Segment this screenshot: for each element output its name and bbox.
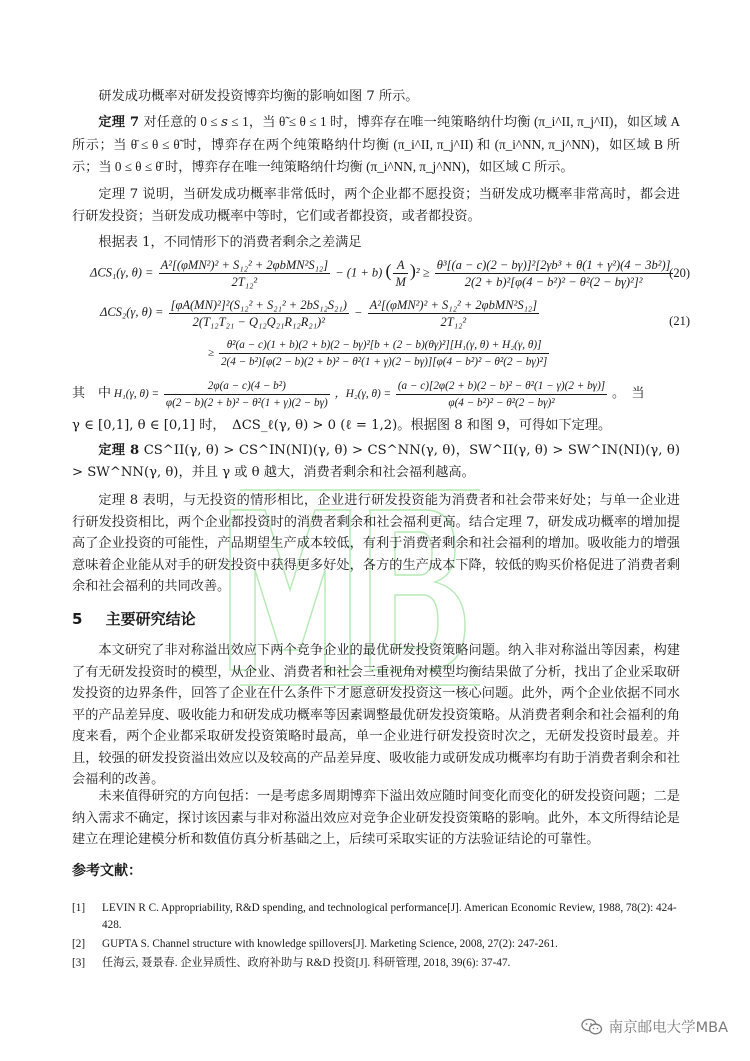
- paragraph-conclusion-1: 本文研究了非对称溢出效应下两个竞争企业的最优研发投资策略问题。纳入非对称溢出等因素，构建了有无研发投资时的模型，从企业、消费者和社会三重视角对模型均衡结果做了分析，找出了企业采取研发投资的边界条件，回答了企业在什么条件下才愿意研发投资这一核心问题。此外，两个企业依据不同水平的产品差异度、吸收能力和研发成功概率等因素调整最优研发投资策略。从消费者剩余和社会福利的角度来看，两个企业都采取研发投资策略时最高，单一企业进行研发投资时次之，无研发投资时最差。并且，较强的研发投资溢出效应以及较高的产品差异度、吸收能力或研发成功概率均有助于消费者剩余和社会福利的改善。: [72, 643, 680, 787]
- h2-fraction: [396, 378, 607, 411]
- eq21-minus: −: [354, 305, 363, 320]
- eq20-frac3-numerator: θ³[(a − c)(2 − bγ)]²[2γb³ + θ(1 + γ²)(4 − 3b²)]: [436, 258, 671, 272]
- reference-text: LEVIN R C. Appropriability, R&D spending, and technological performance[J]. American Economic Review, 1988, 78(2): 424-428.: [102, 902, 677, 931]
- eq20-frac2-denominator: M: [395, 275, 406, 289]
- eq20-frac1-numerator: A²[(φMN²)² + S₁₂² + 2φbMN²S₁₂]: [160, 258, 329, 272]
- theorem-7-text: 对任意的 0 ≤ 𝑠 ≤ 1，当 θ̃ ≤ θ ≤ 1 时，博弈存在唯一纯策略纳什均衡 (π_i^II, π_j^II)，如区域 A 所示；当 θ̄ ≤ θ ≤ θ̃ 时，博弈存在两个纯策略纳什均衡 (π_i^II, π_j^II) 和 (π_i^NN, π_j^NN)，如区域 B 所示；当 0 ≤ θ ≤ θ̄ 时，博弈存在唯一纯策略纳什均衡 (π_i^NN, π_j^NN)，如区域 C 所示。: [72, 114, 680, 174]
- eq21-frac3-denominator: 2(4 − b²)[φ(2 − b)(2 + b)² − θ²(1 + γ)(2 − bγ)][φ(4 − b²)² − θ²(2 − bγ)²]: [220, 356, 548, 368]
- paragraph-conditions: γ ∈ [0,1], θ ∈ [0,1] 时， ΔCS_ℓ(γ, θ) > 0 (ℓ = 1,2)。根据图 8 和图 9，可得如下定理。: [72, 418, 612, 433]
- equation-20: ΔCS₁(γ, θ) = $\frac{\text{A²[(φMN²)² + S₁₂² + 2φbMN²S₁₂]}}{\text{2T₁₂²}}$ − (1 + b) ( $\frac{A}{M}$ )² ≥ $\frac{\text{θ³[(a − c)(2 − bγ)]²[2γb³ + θ(1 + γ²)(4 − 3b²)]}}{\text{2(2 + b)²[φ(4 − b²)² − θ²(2 − bγ)²]²}}$ (20): [90, 258, 690, 289]
- eq21-fraction-1: [169, 297, 349, 330]
- eq21-fraction-2: [368, 297, 540, 330]
- eq20-middle: − (1 + b): [335, 265, 383, 280]
- eq20-lhs: ΔCS₁(γ, θ) =: [90, 265, 154, 280]
- eq20-fraction-2: [393, 257, 407, 290]
- eq20-square-ge: ² ≥: [415, 265, 430, 280]
- theorem-7-label: 定理 7: [98, 115, 140, 130]
- paragraph-theorem8-explanation: 定理 8 表明，与无投资的情形相比，企业进行研发投资能为消费者和社会带来好处；与单一企业进行研发投资相比，两个企业都投资时的消费者剩余和社会福利更高。结合定理 7，研发成功概率的增加提高了企业投资的可能性，产品期望生产成本较低，有利于消费者剩余和社会福利的增加。吸收能力的增强意味着企业能从对手的研发投资中获得更多好处，各方的生产成本下降，较低的购买价格促进了消费者剩余和社会福利的共同改善。: [72, 493, 680, 594]
- section-title: 主要研究结论: [105, 610, 196, 628]
- wechat-icon: [581, 1018, 603, 1036]
- reference-item: [72, 900, 678, 934]
- theorem-8-text: CS^II(γ, θ) > CS^IN(NI)(γ, θ) > CS^NN(γ, θ)，SW^II(γ, θ) > SW^IN(NI)(γ, θ) > SW^NN(γ, θ)，并且 γ 或 θ 越大，消费者剩余和社会福利越高。: [72, 443, 680, 480]
- eq21-fraction-3: [219, 337, 549, 370]
- h2-denominator: φ(4 − b²)² − θ²(2 − bγ)²: [448, 397, 555, 409]
- reference-number: [1]: [72, 902, 86, 914]
- theorem-8-label: 定理 8: [98, 443, 140, 458]
- eq21-ge: ≥: [208, 347, 215, 360]
- eq21-frac2-numerator: A²[(φMN²)² + S₁₂² + 2φbMN²S₁₂]: [369, 298, 538, 312]
- theorem-8: [72, 440, 680, 483]
- reference-number: [2]: [72, 938, 86, 950]
- reference-item: [72, 955, 678, 972]
- section-5-heading: [72, 608, 196, 629]
- eq21-frac1-numerator: [φA(MN)²]²(S₁₂² + S₂₁² + 2bS₁₂S₂₁): [170, 298, 347, 312]
- eq20-frac2-numerator: A: [393, 257, 407, 274]
- reference-text: 任海云, 聂景春. 企业异质性、政府补助与 R&D 投资[J]. 科研管理, 2018, 39(6): 37-47.: [102, 957, 511, 969]
- references-title: 参考文献：: [72, 863, 142, 879]
- theorem-7: [72, 111, 680, 179]
- h1-fraction: [164, 378, 330, 411]
- eq20-frac3-denominator: 2(2 + b)²[φ(4 − b²)² − θ²(2 − bγ)²]²: [464, 275, 643, 289]
- h1-denominator: φ(2 − b)(2 + b)² − θ²(1 + γ)(2 − bγ): [165, 397, 328, 409]
- h1-numerator: 2φ(a − c)(4 − b²): [164, 378, 330, 395]
- section-number: 5: [72, 610, 83, 628]
- equation-h-definitions: [72, 378, 680, 411]
- eq20-frac1-denominator: 2T₁₂²: [231, 275, 258, 289]
- reference-number: [3]: [72, 957, 86, 969]
- account-name: 南京邮电大学MBA: [608, 1020, 728, 1036]
- eq21-number: (21): [669, 314, 690, 328]
- h2-lhs: ，H₂(γ, θ) =: [334, 388, 392, 401]
- h2-numerator: (a − c)[2φ(2 + b)(2 − b)² − θ²(1 − γ)(2 + bγ)]: [396, 378, 607, 395]
- eq21-frac3-numerator: θ²(a − c)(1 + b)(2 + b)(2 − bγ)²[b + (2 − b)(θγ)²][H₁(γ, θ) + H₂(γ, θ)]: [219, 337, 549, 354]
- paragraph-table1: 根据表 1，不同情形下的消费者剩余之差满足: [98, 235, 362, 250]
- wechat-account-watermark: [581, 1016, 728, 1037]
- where-tail: 。 当: [611, 386, 645, 402]
- paragraph-conclusion-2: 未来值得研究的方向包括：一是考虑多周期博弈下溢出效应随时间变化而变化的研发投资问题；二是纳入需求不确定，探讨该因素与非对称溢出效应对竞争企业研发投资策略的影响。此外，本文所得结论是建立在理论建模分析和数值仿真分析基础之上，后续可采取实证的方法验证结论的可靠性。: [72, 789, 680, 847]
- eq21-frac1-denominator: 2(T₁₂T₂₁ − Q₁₂Q₂₁R₁₂R₂₁)²: [192, 315, 325, 329]
- h1-lhs: H₁(γ, θ) =: [113, 388, 160, 401]
- equation-21-line-1: [90, 297, 690, 330]
- reference-item: [72, 936, 678, 953]
- eq20-number: (20): [669, 266, 690, 280]
- where-prefix: 其 中: [72, 386, 112, 402]
- reference-text: GUPTA S. Channel structure with knowledge spillovers[J]. Marketing Science, 2008, 27(2): 247-261.: [102, 938, 558, 950]
- paragraph-intro: 研发成功概率对研发投资博弈均衡的影响如图 7 所示。: [98, 89, 419, 104]
- eq21-lhs: ΔCS₂(γ, θ) =: [100, 305, 164, 320]
- paragraph-theorem7-explanation: 定理 7 说明，当研发成功概率非常低时，两个企业都不愿投资；当研发成功概率非常高时，都会进行研发投资；当研发成功概率中等时，它们或者都投资，或者都投资。: [72, 187, 680, 224]
- eq20-fraction-3: [435, 257, 673, 290]
- eq20-fraction-1: [159, 257, 331, 290]
- eq21-frac2-denominator: 2T₁₂²: [440, 315, 467, 329]
